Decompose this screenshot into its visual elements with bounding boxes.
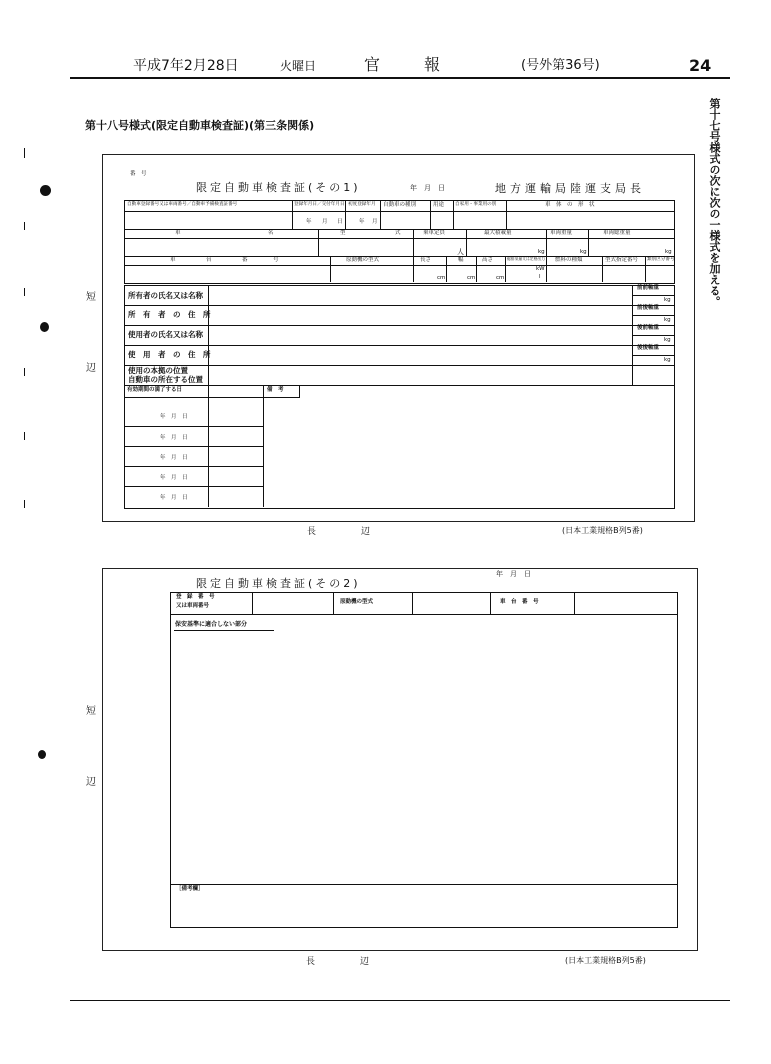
row3-chassis-label-4: 号	[273, 257, 279, 263]
form2-chassis-label: 車 台 番 号	[500, 599, 539, 605]
short-side-label-top: 短	[86, 292, 96, 303]
header-date: 平成7年2月28日	[133, 58, 239, 74]
table-rule	[413, 229, 414, 256]
table-rule	[380, 200, 381, 229]
punch-hole-1	[40, 185, 51, 196]
table-rule	[505, 256, 506, 282]
margin-tick	[24, 432, 25, 440]
row2-unit-kg-1: kg	[538, 249, 545, 255]
table-rule	[330, 256, 331, 282]
axle-rear-front-label: 後前軸重	[637, 325, 660, 331]
margin-tick	[24, 368, 25, 376]
table-rule	[124, 486, 264, 487]
row1-first-month: 月	[372, 219, 378, 225]
row1-first-reg-label: 初度登録年月	[348, 202, 376, 207]
row1-reg-date-label: 登録年月日／交付年月日	[294, 202, 345, 207]
row3-chassis-label-1: 車	[170, 257, 176, 263]
table-rule	[124, 446, 264, 447]
table-rule	[632, 355, 674, 356]
form1-issue-date: 年 月 日	[410, 184, 445, 192]
row3-length-label: 長さ	[420, 257, 432, 263]
table-rule	[413, 256, 414, 282]
form2-date: 年 月 日	[496, 570, 531, 578]
row3-chassis-label-3: 番	[242, 257, 248, 263]
form2-nonconform-label: 保安基準に適合しない部分	[175, 621, 248, 628]
table-rule	[490, 592, 491, 614]
axle-front-rear-label: 前後軸重	[637, 305, 660, 311]
axle-rear-rear-unit: kg	[664, 357, 671, 363]
table-rule	[546, 229, 547, 256]
table-rule	[124, 397, 264, 398]
form1-vehicle-table	[124, 200, 675, 284]
table-rule	[602, 256, 603, 282]
form1-number-label: 番 号	[130, 171, 147, 177]
validity-date-3: 年 月 日	[160, 455, 188, 461]
row2-max-load-label: 最大積載量	[484, 230, 512, 236]
row3-unit-cm-1: cm	[437, 275, 446, 281]
form1-title: 限定自動車検査証(その1)	[196, 181, 361, 194]
punch-hole-3	[38, 750, 46, 759]
base-location-label: 使用の本拠の位置	[128, 366, 188, 375]
table-rule	[453, 200, 454, 229]
row1-date-month: 月	[322, 219, 328, 225]
table-rule	[124, 365, 674, 366]
car-location-label: 自動車の所在する位置	[128, 375, 203, 384]
form1-long-side-label: 長 辺	[307, 527, 371, 537]
header-issue: (号外第36号)	[521, 58, 600, 73]
row2-unit-kg-3: kg	[665, 249, 672, 255]
form2-reg-label-1: 登 録 番 号	[176, 594, 215, 600]
row2-unit-persons: 人	[457, 248, 464, 256]
table-rule	[318, 229, 319, 256]
axle-front-rear-unit: kg	[664, 317, 671, 323]
table-rule	[264, 397, 300, 398]
row2-model-label: 型	[340, 230, 346, 236]
table-rule	[208, 285, 209, 385]
validity-date-1: 年 月 日	[160, 414, 188, 420]
row2-gross-weight-label: 車両総重量	[603, 230, 631, 236]
table-rule	[299, 385, 300, 397]
table-rule	[632, 295, 674, 296]
row1-vehicle-kind-label: 自動車の種別	[383, 202, 417, 208]
table-rule	[446, 256, 447, 282]
form2-engine-label: 原動機の型式	[340, 599, 374, 605]
row3-width-label: 幅	[458, 257, 464, 263]
margin-tick	[24, 288, 25, 296]
table-rule	[412, 592, 413, 614]
user-name-label: 使用者の氏名又は名称	[128, 330, 203, 339]
row1-private-business-label: 自家用・事業用の別	[455, 202, 497, 207]
form2-jis-note: (日本工業規格B列5番)	[565, 956, 646, 965]
validity-date-5: 年 月 日	[160, 495, 188, 501]
row1-reg-number-label: 自動車登録番号又は車両番号／自動車予備検査証番号	[127, 202, 238, 207]
table-rule	[174, 630, 274, 631]
row3-category-label: 類別区分番号	[647, 257, 675, 262]
validity-date-4: 年 月 日	[160, 475, 188, 481]
table-rule	[546, 256, 547, 282]
table-rule	[124, 265, 674, 266]
table-rule	[170, 614, 677, 615]
row2-unit-kg-2: kg	[580, 249, 587, 255]
form1-authority: 地方運輸局陸運支局長	[495, 182, 645, 195]
table-rule	[170, 884, 677, 885]
table-rule	[124, 305, 674, 306]
short-side-label-top-2: 短	[86, 706, 96, 717]
axle-rear-rear-label: 後後軸重	[637, 345, 660, 351]
form2-remarks-label: ［備考欄］	[176, 886, 204, 892]
row3-unit-cm-2: cm	[467, 275, 476, 281]
form2-title: 限定自動車検査証(その2)	[196, 577, 361, 590]
row1-date-year: 年	[306, 219, 312, 225]
row3-fuel-label: 燃料の種類	[555, 257, 583, 263]
table-rule	[632, 335, 674, 336]
short-side-label-bottom-2: 辺	[86, 777, 96, 788]
short-side-label-bottom: 辺	[86, 363, 96, 374]
margin-tick	[24, 148, 25, 158]
form-title: 第十八号様式(限定自動車検査証)(第三条関係)	[85, 119, 315, 132]
table-rule	[333, 592, 334, 614]
margin-tick	[24, 222, 25, 230]
row2-model-label-2: 式	[395, 230, 401, 236]
margin-tick	[24, 500, 25, 508]
row3-height-label: 高さ	[482, 257, 494, 263]
header-kanpo: 官 報	[364, 55, 455, 74]
header-rule	[70, 77, 730, 79]
table-rule	[645, 256, 646, 282]
table-rule	[124, 238, 674, 239]
row2-car-label: 車	[175, 230, 181, 236]
row1-date-day: 日	[337, 219, 343, 225]
table-rule	[345, 200, 346, 229]
table-rule	[124, 345, 674, 346]
form1-jis-note: (日本工業規格B列5番)	[562, 526, 643, 535]
table-rule	[588, 229, 589, 256]
row1-body-shape-label: 車 体 の 形 状	[545, 202, 595, 208]
row3-unit-l: l	[539, 274, 541, 280]
row1-first-year: 年	[359, 219, 365, 225]
table-rule	[430, 200, 431, 229]
table-rule	[506, 200, 507, 229]
row3-displacement-label: 総排気量又は定格出力	[507, 256, 545, 261]
table-rule	[632, 315, 674, 316]
table-rule	[476, 256, 477, 282]
validity-label: 有効期間の満了する日	[127, 387, 183, 393]
footer-rule	[70, 1000, 730, 1001]
axle-front-front-label: 前前軸重	[637, 285, 660, 291]
row2-capacity-label: 乗車定員	[423, 230, 446, 236]
table-rule	[124, 211, 674, 212]
row2-name-label: 名	[268, 230, 274, 236]
user-address-label: 使 用 者 の 住 所	[128, 350, 211, 359]
header-page-number: 24	[689, 56, 712, 75]
table-rule	[574, 592, 575, 614]
table-rule	[124, 426, 264, 427]
table-rule	[252, 592, 253, 614]
row2-weight-label: 車両重量	[550, 230, 573, 236]
row3-unit-cm-3: cm	[496, 275, 505, 281]
row3-type-designation-label: 型式指定番号	[605, 257, 639, 263]
punch-hole-2	[40, 322, 49, 332]
validity-date-2: 年 月 日	[160, 435, 188, 441]
row3-chassis-label-2: 台	[206, 257, 212, 263]
table-rule	[124, 385, 674, 386]
table-rule	[124, 466, 264, 467]
table-rule	[466, 229, 467, 256]
remarks-label: 備 考	[267, 387, 284, 393]
form2-table	[170, 592, 678, 928]
owner-address-label: 所 有 者 の 住 所	[128, 310, 211, 319]
axle-front-front-unit: kg	[664, 297, 671, 303]
owner-name-label: 所有者の氏名又は名称	[128, 291, 203, 300]
form2-reg-label-2: 又は車両番号	[176, 603, 210, 609]
table-rule	[292, 200, 293, 229]
row3-unit-kw: kW	[536, 266, 545, 272]
axle-rear-front-unit: kg	[664, 337, 671, 343]
form2-long-side-label: 長 辺	[306, 957, 370, 967]
header-weekday: 火曜日	[280, 59, 317, 73]
table-rule	[124, 325, 674, 326]
side-note: 第十七号様式の次に次の一様式を加える。	[708, 98, 721, 307]
row3-engine-model-label: 原動機の型式	[346, 257, 380, 263]
row1-use-label: 用途	[433, 202, 445, 208]
